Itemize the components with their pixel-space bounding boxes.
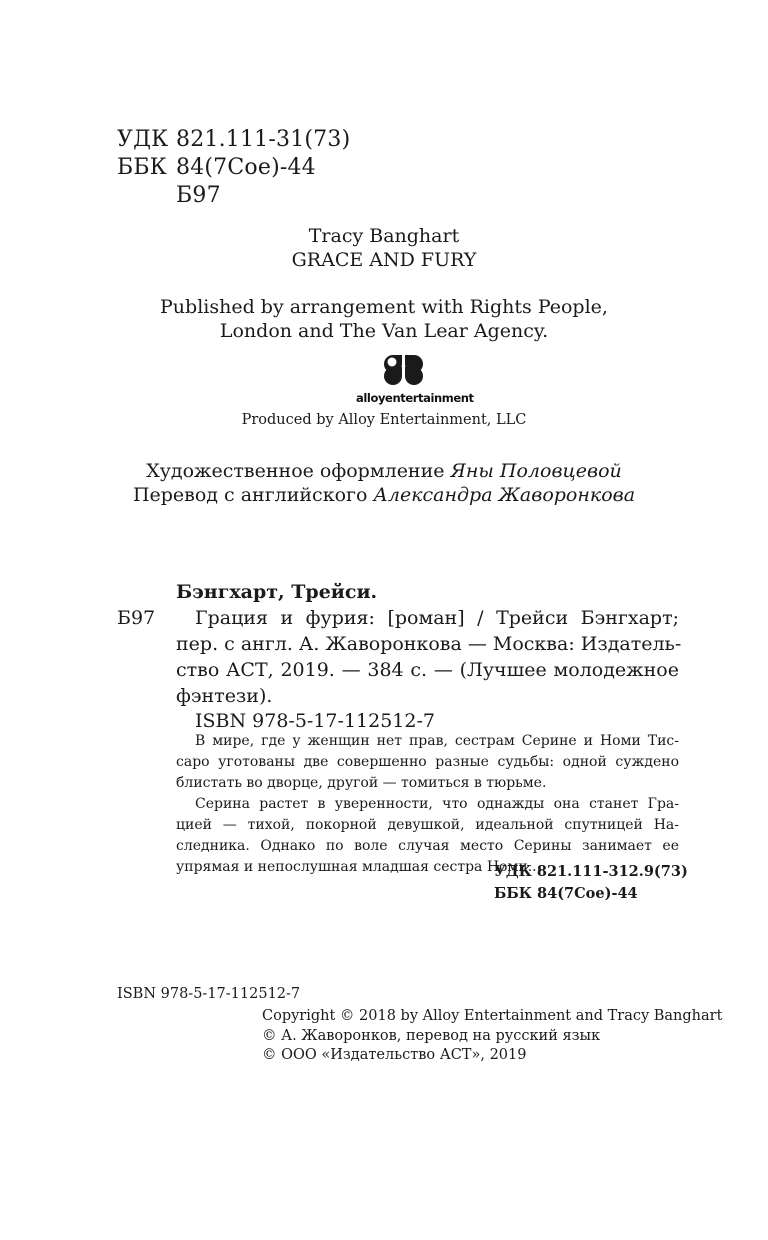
annotation-line-4: Серина растет в уверенности, что однажды она станет Гра- <box>195 796 679 812</box>
bbk-value: 84(7Сое)-44 <box>176 155 316 180</box>
original-title: GRACE AND FURY <box>291 249 477 271</box>
udk-value: 821.111-31(73) <box>176 127 351 152</box>
record-mark: Б97 <box>117 607 156 629</box>
udk-bottom: УДК 821.111-312.9(73) <box>494 863 688 880</box>
annotation-line-5: цией — тихой, покорной девушкой, идеальной спутницей На- <box>176 817 679 833</box>
udk-label: УДК <box>117 127 169 152</box>
annotation-line-7: упрямая и непослушная младшая сестра Номи... <box>176 859 542 875</box>
translation-name: Александра Жаворонкова <box>373 484 636 506</box>
annotation-line-1: В мире, где у женщин нет прав, сестрам Серине и Номи Тис- <box>195 733 679 749</box>
design-credit <box>0 460 768 482</box>
translation-prefix: Перевод с английского <box>132 484 374 506</box>
record-isbn: ISBN 978-5-17-112512-7 <box>195 710 435 732</box>
author-mark: Б97 <box>176 183 221 208</box>
design-name: Яны Половцевой <box>450 460 622 482</box>
design-prefix: Художественное оформление <box>146 460 451 482</box>
copyright-line-3: © ООО «Издательство АСТ», 2019 <box>262 1047 527 1063</box>
original-author: Tracy Banghart <box>308 225 460 247</box>
annotation-line-6: следника. Однако по воле случая место Серины занимает ее <box>176 838 679 854</box>
bbk-label: ББК <box>117 155 167 180</box>
copyright-line-2: © А. Жаворонков, перевод на русский язык <box>262 1028 601 1044</box>
translation-credit <box>0 484 768 506</box>
record-heading: Бэнгхарт, Трейси. <box>176 581 378 603</box>
alloy-wordmark: alloyentertainment <box>356 391 474 405</box>
record-line-3: ство АСТ, 2019. — 384 с. — (Лучшее молодежное <box>176 659 679 681</box>
bbk-bottom: ББК 84(7Сое)-44 <box>494 885 638 902</box>
record-line-1: Грация и фурия: [роман] / Трейси Бэнгхарт; <box>195 607 679 629</box>
produced-by: Produced by Alloy Entertainment, LLC <box>241 412 527 428</box>
publish-line-1: Published by arrangement with Rights People, <box>160 296 608 318</box>
annotation-line-3: блистать во дворце, другой — томиться в тюрьме. <box>176 775 547 791</box>
copyright-line-1: Copyright © 2018 by Alloy Entertainment and Tracy Banghart <box>262 1008 723 1024</box>
annotation-line-2: саро уготованы две совершенно разные судьбы: одной суждено <box>176 754 679 770</box>
footer-isbn: ISBN 978-5-17-112512-7 <box>117 986 301 1002</box>
record-line-2: пер. с англ. А. Жаворонкова — Москва: Издатель- <box>176 633 682 655</box>
publish-line-2: London and The Van Lear Agency. <box>219 320 549 342</box>
record-line-4: фэнтези). <box>176 685 273 707</box>
